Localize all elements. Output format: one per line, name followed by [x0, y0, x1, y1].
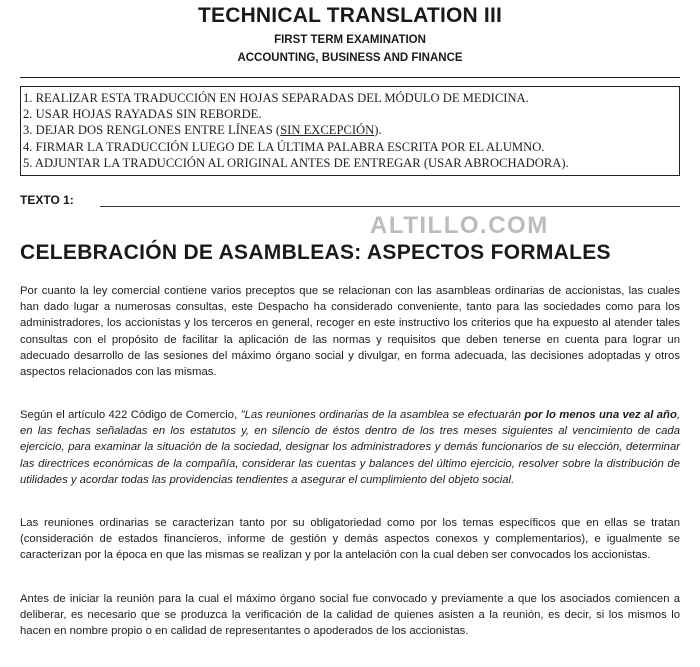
text-heading: CELEBRACIÓN DE ASAMBLEAS: ASPECTOS FORMALES [20, 241, 611, 264]
instruction-item: 1. REALIZAR ESTA TRADUCCIÓN EN HOJAS SEPARADAS DEL MÓDULO DE MEDICINA. [23, 91, 529, 105]
instruction-item-3-emphasis: SIN EXCEPCIÓN [280, 123, 375, 138]
header-divider [20, 77, 680, 78]
instruction-item [23, 122, 679, 138]
paragraph-2-quote-end: , en las fechas señaladas en los estatutos y, en silencio de éstos dentro de los tres meses siguientes al vencimiento de cada ejercicio, para examinar la situación de la sociedad, designar los administradores y demás funcionarios de su elección, determinar las directrices económicas de la compañía, considerar las cuentas y balances del último ejercicio, resolver sobre la distribución de utilidades y acordar todas las providencias tendientes a asegurar el cumplimiento del objeto social. [20, 409, 680, 486]
paragraph-2-quote-start: "Las reuniones ordinarias de la asamblea se efectuarán [240, 409, 525, 421]
subject-name: ACCOUNTING, BUSINESS AND FINANCE [237, 52, 463, 64]
watermark: ALTILLO.COM [370, 212, 549, 239]
instructions-box [20, 86, 680, 176]
instruction-item: 2. USAR HOJAS RAYADAS SIN REBORDE. [23, 107, 262, 122]
paragraph-2-intro: Según el artículo 422 Código de Comercio, [20, 409, 241, 421]
text-label-line [100, 206, 680, 207]
paragraph-2 [20, 407, 680, 488]
exam-name: FIRST TERM EXAMINATION [274, 34, 426, 46]
text-label: TEXTO 1: [20, 193, 74, 207]
instruction-item: 5. ADJUNTAR LA TRADUCCIÓN AL ORIGINAL ANTES DE ENTREGAR (USAR ABROCHADORA). [23, 155, 569, 170]
paragraph-1: Por cuanto la ley comercial contiene varios preceptos que se relacionan con las asambleas ordinarias de accionistas, las cuales han dado lugar a numerosas consultas, este Despacho ha considerado conveniente, tanto para las sociedades como para los administradores, los accionistas y los terceros en general, recoger en este instructivo los criterios que ha expuesto al atender tales consultas con el propósito de facilitar la aplicación de las normas y requisitos que deben tenerse en cuenta para lograr un adecuado desarrollo de las sesiones del máximo órgano social y divulgar, en forma adecuada, las decisiones adoptadas y otros aspectos relacionados con las mismas. [20, 285, 680, 379]
document-title: TECHNICAL TRANSLATION III [197, 4, 503, 27]
instruction-item: 4. FIRMAR LA TRADUCCIÓN LUEGO DE LA ÚLTIMA PALABRA ESCRITA POR EL ALUMNO. [23, 139, 545, 154]
paragraph-3: Las reuniones ordinarias se caracterizan tanto por su obligatoriedad como por los temas específicos que en ellas se tratan (consideración de estados financieros, informe de gestión y demás aspectos conexos y complementarios), e igualmente se caracterizan por la época en que las mismas se realizan y por la antelación con la cual deben ser convocados los accionistas. [20, 517, 680, 562]
instruction-item-3-prefix: 3. DEJAR DOS RENGLONES ENTRE LÍNEAS ( [23, 123, 281, 138]
instruction-item-3-suffix: ). [374, 123, 382, 138]
paragraph-2-emphasis: por lo menos una vez al año [524, 409, 677, 421]
paragraph-4: Antes de iniciar la reunión para la cual el máximo órgano social fue convocado y previamente a que los asociados comiencen a deliberar, es necesario que se produzca la verificación de la calidad de quienes asisten a la reunión, es decir, si los mismos lo hacen en nombre propio o en calidad de representantes o apoderados de los accionistas. [20, 593, 680, 638]
